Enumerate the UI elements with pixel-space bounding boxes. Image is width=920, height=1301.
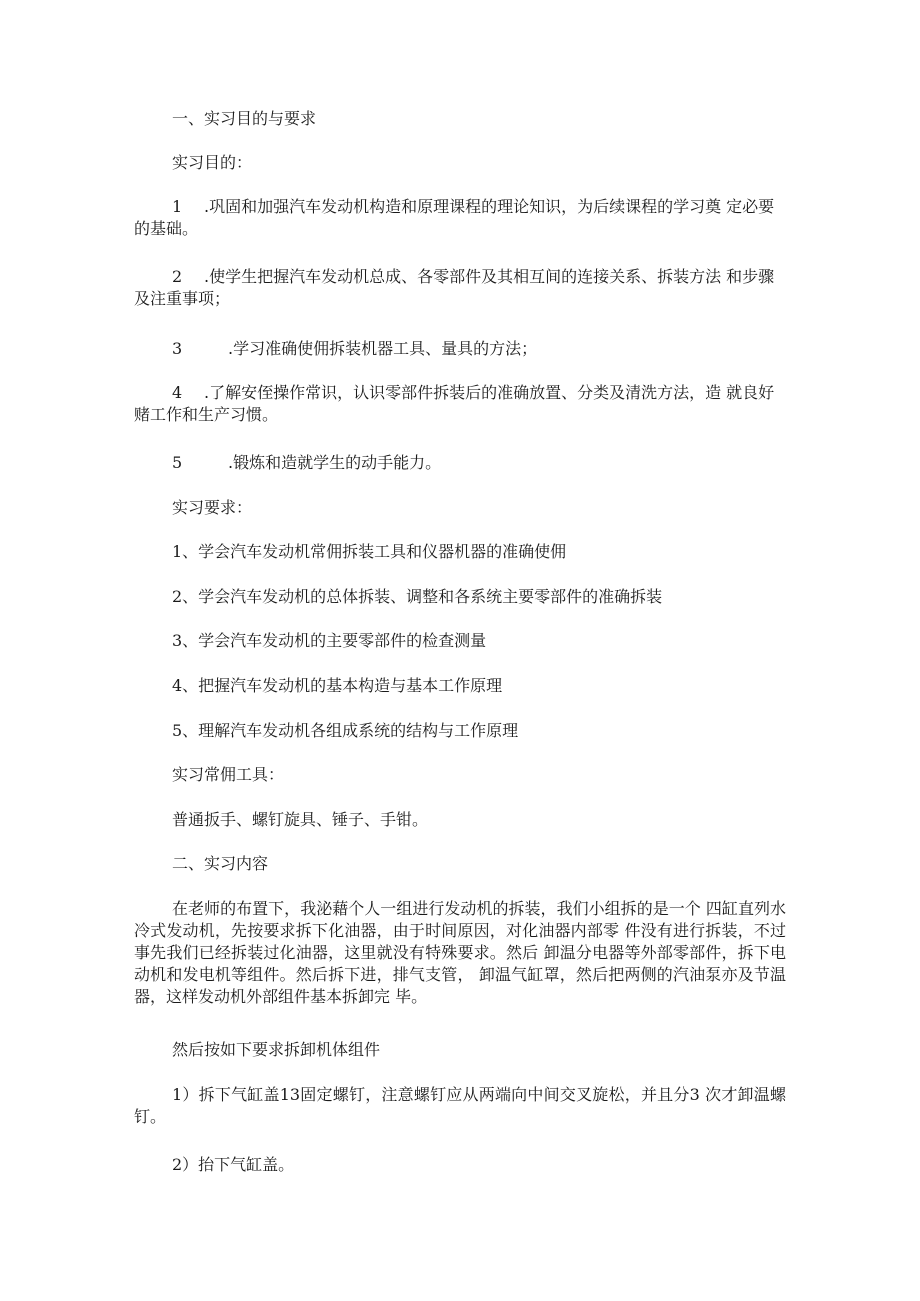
requirement-item-2: 2、学会汽车发动机的总体拆装、调整和各系统主要零部件的准确拆装: [172, 587, 663, 606]
step-item-1: 1）拆下气缸盖13固定螺钉，注意螺钉应从两端向中间交叉旋松，并且分3 次才卸温螺钉。: [134, 1085, 786, 1126]
section2-heading: 二、实习内容: [172, 854, 269, 873]
purpose-item-4: [134, 382, 786, 426]
purpose-label: 实习目的：: [172, 153, 253, 172]
requirement-item-5: 5、理解汽车发动机各组成系统的结构与工作原理: [172, 721, 519, 740]
requirement-item-1: 1、学会汽车发动机常佣拆装工具和仪器机器的准确使佣: [172, 542, 567, 561]
section1-heading: 一、实习目的与要求: [172, 109, 317, 128]
purpose-text: .了解安侄操作常识，认识零部件拆装后的准确放置、分类及清洗方法，造 就良好赌工作和生产习惯。: [134, 383, 775, 424]
purpose-text: .学习准确使佣拆装机器工具、量具的方法；: [228, 339, 538, 358]
purpose-text: .锻炼和造就学生的动手能力。: [228, 453, 442, 472]
requirement-item-3: 3、学会汽车发动机的主要零部件的检查测量: [172, 631, 487, 650]
purpose-item-2: [134, 266, 786, 310]
steps-intro: 然后按如下要求拆卸机体组件: [172, 1040, 381, 1059]
purpose-number: 1: [172, 197, 183, 216]
purpose-number: 3: [172, 339, 183, 358]
tools-text: 普通扳手、螺钉旋具、锤子、手钳。: [172, 810, 429, 829]
purpose-text: .使学生把握汽车发动机总成、各零部件及其相互间的连接关系、拆装方法 和步骤及注重事项；: [134, 267, 775, 308]
purpose-number: 4: [172, 383, 183, 402]
section2-paragraph: 在老师的布置下，我泌藉个人一组进行发动机的拆装，我们小组拆的是一个 四缸直列水冷式发动机，先按要求拆下化油器，由于时间原因，对化油器内部零 件没有进行拆装，不过事先我们已经拆装过化油器，这里就没有特殊要求。然后 卸温分电器等外部零部件，拆下电动机和发电机等组件。然后拆下进，排气支管， 卸温气缸罩，然后把两侧的汽油泵亦及节温器，这样发动机外部组件基本拆卸完 毕。: [134, 899, 786, 1006]
requirement-item-4: 4、把握汽车发动机的基本构造与基本工作原理: [172, 676, 503, 695]
step-item-2: 2）抬下气缸盖。: [172, 1155, 295, 1174]
purpose-item-5: [134, 452, 786, 474]
purpose-text: .巩固和加强汽车发动机构造和原理课程的理论知识，为后续课程的学习奠 定必要的基础。: [134, 197, 775, 238]
purpose-item-1: [134, 196, 786, 240]
requirement-label: 实习要求：: [172, 498, 253, 517]
tools-label: 实习常佣工具：: [172, 765, 285, 784]
purpose-item-3: [134, 338, 786, 360]
purpose-number: 5: [172, 453, 183, 472]
purpose-number: 2: [172, 267, 183, 286]
